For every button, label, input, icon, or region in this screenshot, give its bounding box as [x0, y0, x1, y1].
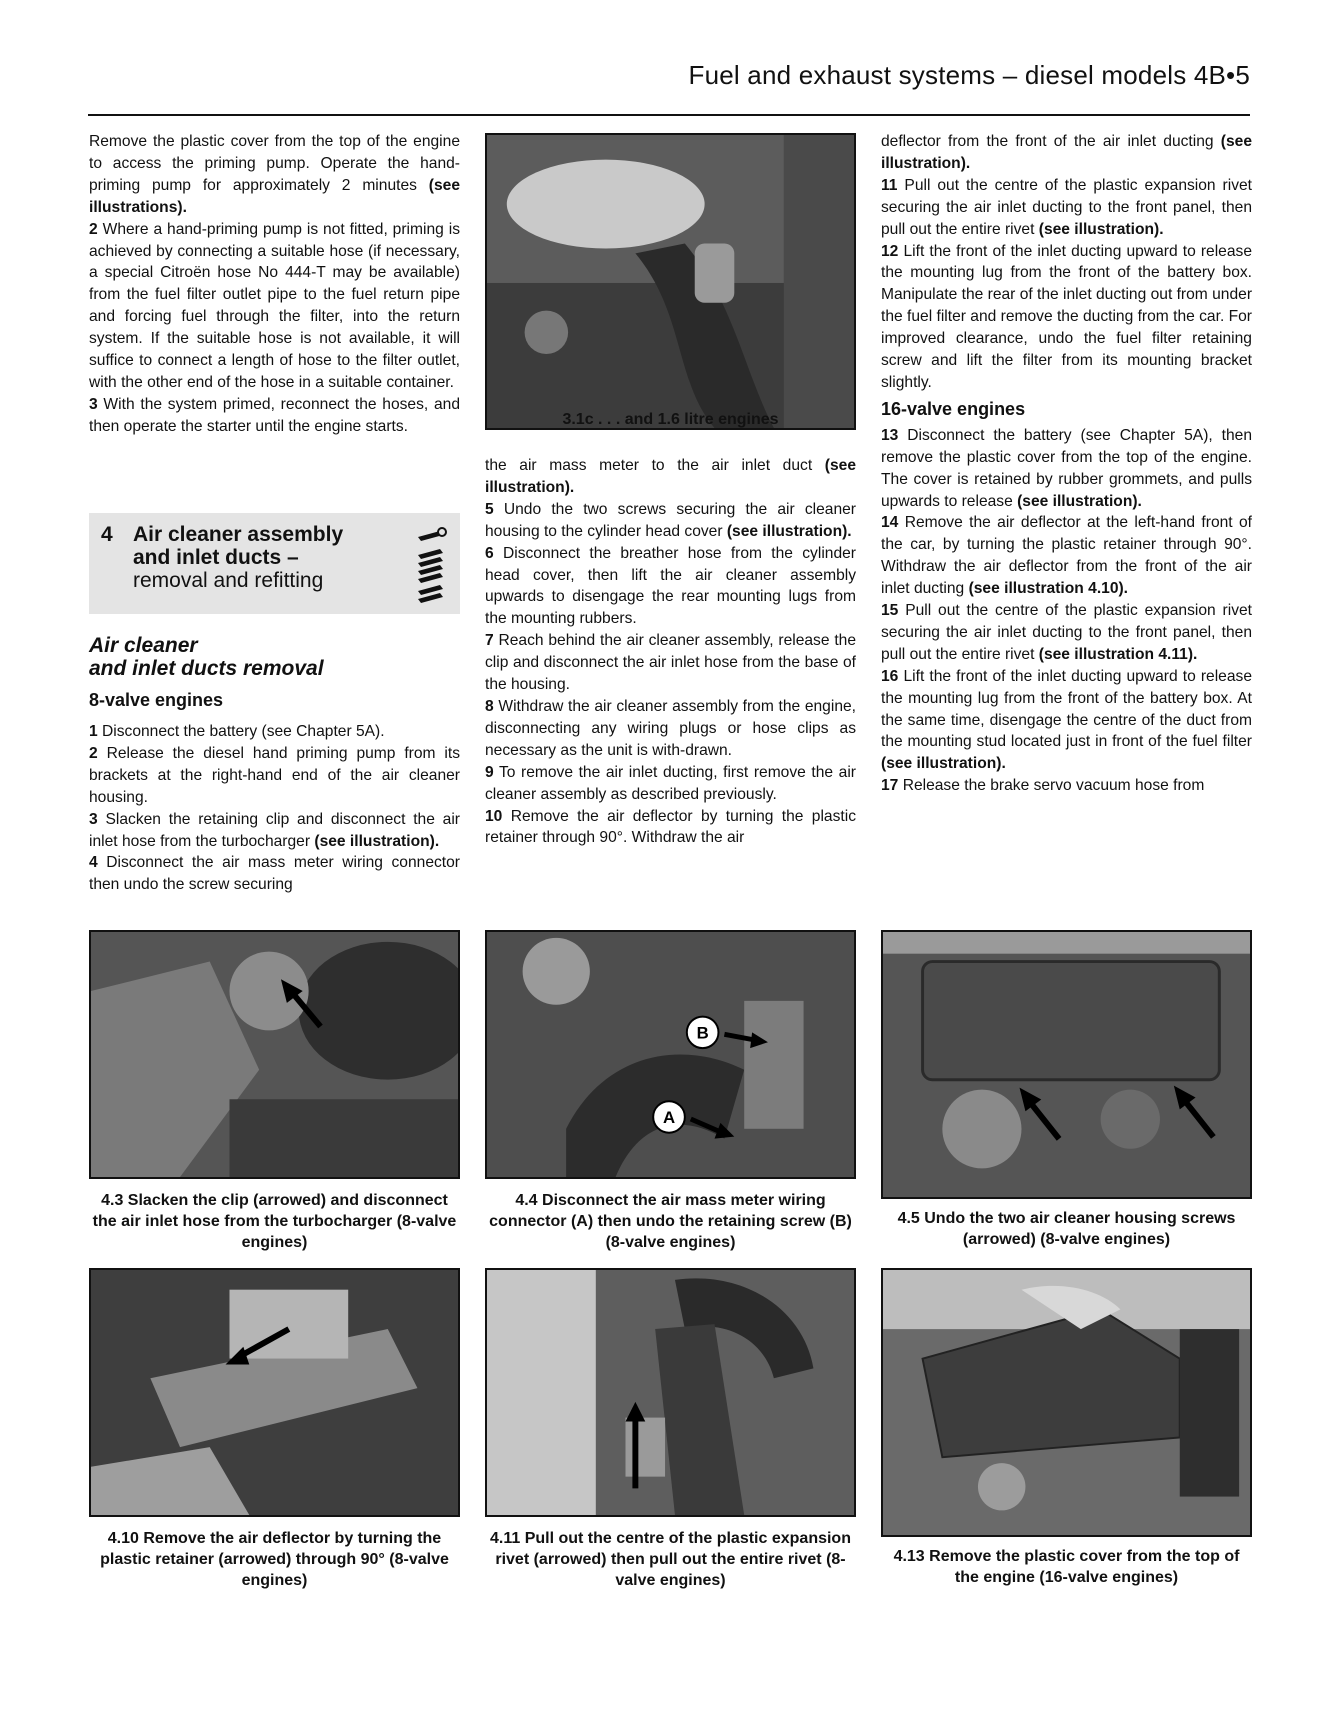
- page-header: [88, 56, 1250, 116]
- callout-a: A: [662, 1107, 676, 1127]
- photo-4-5: [881, 930, 1252, 1199]
- photo-4-11: [485, 1268, 856, 1517]
- column-left: [89, 131, 460, 438]
- step-11: 11 Pull out the centre of the plastic expansion rivet securing the air inlet ducting to the front panel, then pull out the entire rivet (see illustration).: [881, 176, 1252, 238]
- figure-caption: 3.1c . . . and 1.6 litre engines: [562, 411, 779, 428]
- step-6: 6 Disconnect the breather hose from the cylinder head cover, then lift the air cleaner assembly upwards to disengage the rear mounting lugs from the mounting rubbers.: [485, 544, 856, 628]
- step-4: 4 Disconnect the air mass meter wiring connector then undo the screw securing: [89, 854, 460, 894]
- step-1: 1 Disconnect the battery (see Chapter 5A).: [89, 723, 385, 740]
- step-8: 8 Withdraw the air cleaner assembly from the engine, disconnecting any wiring plugs or hose clips as necessary as the unit is with-drawn.: [485, 697, 856, 759]
- column-right: [881, 131, 1252, 797]
- section-number: 4: [101, 523, 113, 546]
- paragraph: the air mass meter to the air inlet duct (see illustration).: [485, 457, 856, 496]
- removal-steps: [89, 721, 460, 896]
- photo-4-3: [89, 930, 460, 1179]
- step-5: 5 Undo the two screws securing the air cleaner housing to the cylinder head cover (see illustration).: [485, 500, 856, 540]
- step-2: 2 Where a hand-priming pump is not fitted, priming is achieved by connecting a suitable hose (if necessary, a special Citroën hose No 444-T may be available) from the fuel filter outlet pipe to the fuel return pipe and forcing fuel through the filter, into the return system. If the suitable hose is not available, it will suffice to connect a length of hose to the filter outlet, with the other end of the hose in a suitable container.: [89, 220, 460, 391]
- photo-4-4: [485, 930, 856, 1179]
- step-10: 10 Remove the air deflector by turning the plastic retainer through 90°. Withdraw the air: [485, 807, 856, 847]
- step-15: 15 Pull out the centre of the plastic expansion rivet securing the air inlet ducting to the front panel, then pull out the entire rivet (see illustration 4.11).: [881, 602, 1252, 663]
- spanner-difficulty-icon: [414, 527, 448, 603]
- step-3: 3 With the system primed, reconnect the hoses, and then operate the starter until the engine starts.: [89, 395, 460, 435]
- step-12: 12 Lift the front of the inlet ducting upward to release the mounting lug from the front of the battery box. Manipulate the rear of the inlet ducting out from under the fuel filter and remove the ducting from the car. For improved clearance, undo the fuel filter retaining screw and lift the filter from its mounting bracket slightly.: [881, 242, 1253, 391]
- paragraph: deflector from the front of the air inlet ducting (see illustration).: [881, 133, 1252, 172]
- page-title: Fuel and exhaust systems – diesel models 4B•5: [688, 60, 1250, 90]
- step-17: 17 Release the brake servo vacuum hose from: [881, 777, 1205, 795]
- subheading-16-valve: 16-valve engines: [881, 398, 1026, 419]
- figure-caption: 4.11 Pull out the centre of the plastic expansion rivet (arrowed) then pull out the entire rivet (8-valve engines): [490, 1530, 851, 1589]
- step-14: 14 Remove the air deflector at the left-hand front of the car, by turning the plastic retainer through 90°. Withdraw the air deflector from the front of the air inlet ducting (see illustration 4.10).: [881, 514, 1252, 598]
- step-16: 16 Lift the front of the inlet ducting upward to release the mounting lug from the front of the battery box. At the same time, disengage the centre of the duct from the mounting stud located just in front of the fuel filter (see illustration).: [881, 667, 1252, 773]
- photo-4-10: [89, 1268, 460, 1517]
- callout-b: B: [696, 1023, 709, 1043]
- figure-caption: 4.4 Disconnect the air mass meter wiring connector (A) then undo the retaining screw (B) (8-valve engines): [489, 1192, 852, 1251]
- section-title: Air cleaner assembly and inlet ducts – removal and refitting: [133, 523, 344, 592]
- photo-4-13: [881, 1268, 1252, 1537]
- paragraph: Remove the plastic cover from the top of the engine to access the priming pump. Operate the hand-priming pump for approximately 2 minutes (see illustrations).: [89, 133, 460, 216]
- figure-caption: 4.3 Slacken the clip (arrowed) and disconnect the air inlet hose from the turbocharger (8-valve engines): [92, 1192, 457, 1251]
- column-middle: [485, 455, 856, 849]
- step-13: 13 Disconnect the battery (see Chapter 5A), then remove the plastic cover from the top of the engine. The cover is retained by rubber grommets, and pulls upwards to release (see illustration).: [881, 426, 1252, 510]
- subsection-heading: Air cleaner and inlet ducts removal: [89, 634, 324, 680]
- figure-caption: 4.10 Remove the air deflector by turning the plastic retainer (arrowed) through 90° (8-valve engines): [100, 1530, 449, 1589]
- step-9: 9 To remove the air inlet ducting, first remove the air cleaner assembly as described previously.: [485, 763, 856, 803]
- section-heading-box: [89, 513, 460, 614]
- figure-caption: 4.13 Remove the plastic cover from the top of the engine (16-valve engines): [893, 1548, 1240, 1586]
- step-2: 2 Release the diesel hand priming pump from its brackets at the right-hand end of the air cleaner housing.: [89, 744, 460, 806]
- photo-3-1c: [485, 133, 856, 430]
- figure-caption: 4.5 Undo the two air cleaner housing screws (arrowed) (8-valve engines): [897, 1210, 1236, 1248]
- step-3: 3 Slacken the retaining clip and disconnect the air inlet hose from the turbocharger (see illustration).: [89, 810, 460, 850]
- subheading-8-valve: 8-valve engines: [89, 690, 224, 710]
- step-7: 7 Reach behind the air cleaner assembly, release the clip and disconnect the air inlet hose from the base of the housing.: [485, 632, 856, 694]
